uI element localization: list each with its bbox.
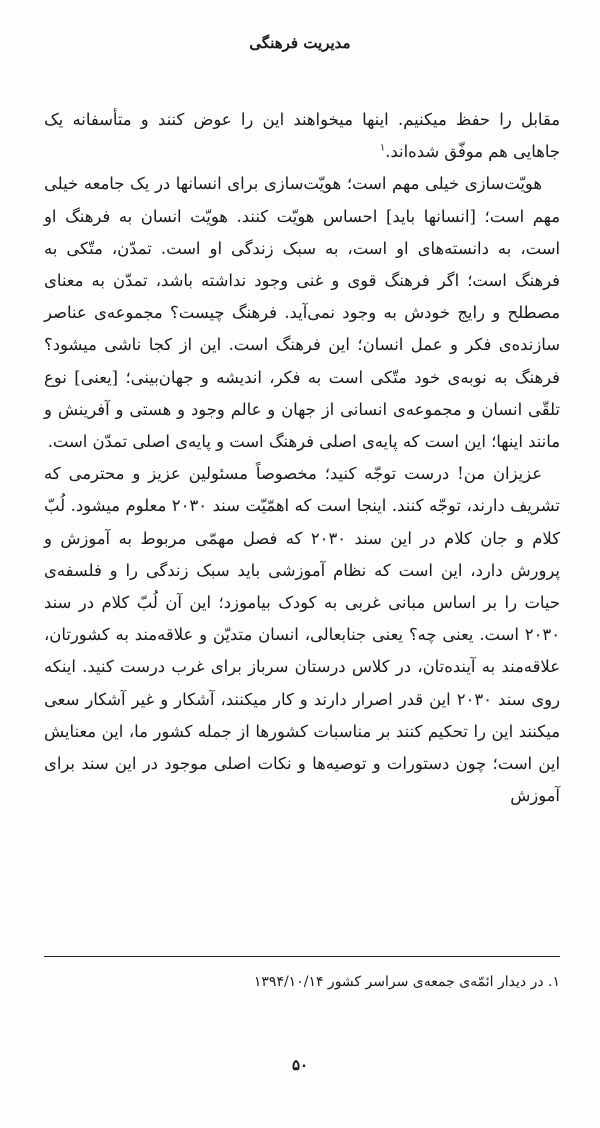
running-header: مدیریت فرهنگی: [249, 34, 351, 52]
paragraph-1-text: مقابل را حفظ میکنیم. اینها میخواهند این را عوض کنند و متأسفانه یک جاهایی هم موفّق شده‌اند.: [44, 110, 560, 162]
paragraph-3: عزیزان من! درست توجّه کنید؛ مخصوصاً مسئولین عزیز و محترمی که تشریف دارند، توجّه کنند. اینجا است که اهمّیّت سند ۲۰۳۰ معلوم میشود. لُبّ کلام و جان کلام در این سند ۲۰۳۰ که فصل مهمّی مربوط به آموزش و پرورش دارد، این است که نظام آموزشی باید سبک زندگی را و فلسفه‌ی حیات را بر اساس مبانی غربی به کودک بیاموزد؛ این آن لُبّ کلام در سند ۲۰۳۰ است. یعنی چه؟ یعنی جنابعالی، انسان متدیّن و علاقه‌مند به کشورتان، علاقه‌مند به آینده‌تان، در کلاس درستان سرباز برای غرب درست کنید. اینکه روی سند ۲۰۳۰ این قدر اصرار دارند و کار میکنند، آشکار و غیر آشکار سعی میکنند این را تحکیم کنند بر مناسبات کشورها از جمله کشور ما، این معنایش این است؛ چون دستورات و توصیه‌ها و نکات اصلی موجود در این سند برای آموزش: [44, 464, 560, 806]
footnote: ۱. در دیدار ائمّه‌ی جمعه‌ی سراسر کشور ۱۳۹۴/۱۰/۱۴: [253, 974, 560, 990]
page-number: ۵۰: [291, 1056, 309, 1074]
paragraph-1: [44, 104, 560, 168]
body-text: [44, 104, 560, 812]
footnote-reference: ۱: [379, 142, 386, 154]
paragraph-2: هویّت‌سازی خیلی مهم است؛ هویّت‌سازی برای انسانها در یک جامعه خیلی مهم است؛ [انسانها باید] احساس هویّت کنند. هویّت انسان به فرهنگ او است، به دانسته‌های او است، به سبک زندگی او است. تمدّن، متّکی به فرهنگ است؛ اگر فرهنگ قوی و غنی وجود نداشته باشد، تمدّن به معنای مصطلح و رایج خودش به وجود نمی‌آید. فرهنگ چیست؟ مجموعه‌ی عناصر سازنده‌ی فکر و عمل انسان؛ این فرهنگ است. این از کجا ناشی میشود؟ فرهنگ به نوبه‌ی خود متّکی است به فکر، اندیشه و جهان‌بینی؛ [یعنی] نوع تلقّی انسان و مجموعه‌ی انسانی از جهان و عالم وجود و هستی و آفرینش و مانند اینها؛ این است که پایه‌ی اصلی فرهنگ است و پایه‌ی اصلی تمدّن است.: [44, 174, 560, 452]
footnote-divider: [44, 956, 560, 957]
